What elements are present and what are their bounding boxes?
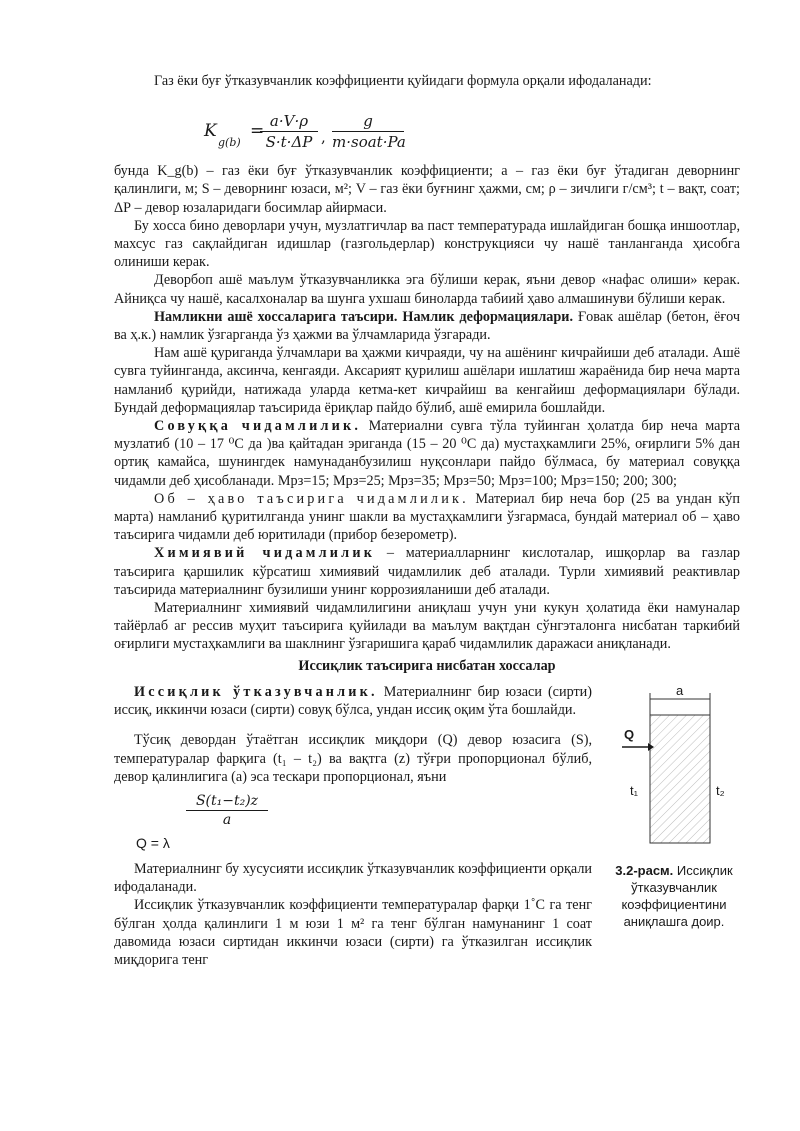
paragraph-chemical: [114, 544, 740, 599]
moisture-heading: Намликни ашё хоссаларига таъсири. Намлик деформациялари.: [154, 308, 574, 325]
formula-heat-lhs: Q = λ: [136, 834, 170, 851]
paragraph-heat-quantity: Тўсиқ девордан ўтаётган иссиқлик миқдори (Q) девор юзасига (S), температуралар фарқига (t₁ – t₂) ва вақтга (z) тўғри пропорционал бўлиб, девор қалинлигига (a) эса тескари пропорционал, яъни: [114, 732, 592, 785]
chemical-text: – материалларнинг кислоталар, ишқорлар ва газлар таъсирига қаршилик кўрсатиш химиявий чидамлилик деб аталади. Турли химиявий реактивлар таъсирида материалнинг бузилиши унинг коррозияланиши деб аталади.: [114, 545, 740, 598]
formula-comma: ,: [321, 128, 326, 147]
fraction-denominator: S·t·ΔP: [265, 133, 313, 152]
figure-caption: [608, 862, 740, 930]
paragraph-usage: Бу хосса бино деворлари учун, музлатгичлар ва паст температурада ишлайдиган бошқа иншоотлар, махсус газ сақлайдиган идишлар (газгольдерлар) конструкцияси чу нашё танланганда ҳисобга олиниши керак.: [114, 217, 740, 271]
formula-equals: =: [250, 121, 265, 142]
fraction-denominator: m·soat·Pa: [332, 133, 406, 152]
paragraph-coefficient: Материалнинг бу хусусияти иссиқлик ўтказувчанлик коэффициенти орқали ифодаланади.: [114, 860, 592, 896]
caption-number: 3.2-расм.: [615, 863, 674, 879]
formula-fraction-2: [332, 112, 404, 151]
formula-fraction-1: [260, 112, 318, 151]
label-t2: t₂: [716, 782, 725, 798]
document-page: [114, 72, 740, 969]
section-heading: Иссиқлик таъсирига нисбатан хоссалар: [298, 657, 556, 674]
frost-text: Материални сувга тўла туйинган ҳолатда бир неча марта музлатиб (10 – 17 ⁰С да )ва қайтадан эриганда (15 – 20 ⁰С да) мустаҳкамлиги 25%, оғирлиги 5% дан ортиқ камайса, шунингдек намунаданбузилиш нуқсонлари пайдо бўлмаса, бу материал совуққа чидамли деб ҳисобланади. Мрз=15; Мрз=25; Мрз=35; Мрз=50; Мрз=100; Мрз=150; 200; 300;: [114, 418, 740, 489]
label-t1: t₁: [630, 782, 638, 798]
weather-text: Материал бир неча бор (25 ва ундан кўп марта) намланиб қуритилганда унинг шакли ва мустаҳкамлиги ўзгармаса, бундай материал об – ҳаво таъсирига чидамли деб юритилади (прибор безерометр).: [114, 490, 740, 544]
thermal-heading: Иссиқлик ўтказувчанлик.: [134, 683, 378, 700]
fraction-denominator: a: [222, 812, 232, 829]
wall-heat-diagram: [608, 683, 740, 853]
formula-heat-fraction: [186, 792, 268, 829]
thermal-text-column: [114, 683, 592, 969]
paragraph-weather: [114, 490, 740, 545]
paragraph-moisture: [114, 308, 740, 344]
chemical-heading: Химиявий чидамлилик: [154, 545, 376, 562]
frost-heading: Совуққа чидамлилик.: [154, 418, 362, 435]
figure-column: [608, 683, 740, 969]
moisture-text: Ғовак ашёлар (бетон, ёғоч ва ҳ.к.) намлик ўзгарганда ўз ҳажми ва ўлчамларида ўзгаради.: [114, 308, 741, 344]
label-q: Q: [624, 726, 635, 742]
paragraph-frost: [114, 417, 740, 490]
paragraph-intro: Газ ёки буғ ўтказувчанлик коэффициенти қуйидаги формула орқали ифодаланади:: [154, 73, 652, 89]
paragraph-chemical-method: Материалнинг химиявий чидамлилигини аниқлаш учун уни кукун ҳолатида ёки намуналар тайёрлаб аг рессив муҳит таъсирига қуйилади ва маълум вақтдан сўнгэталонга нисбатан таркибий оғирлиги мустаҳкамлиги ва шаклнинг ўзгаришига қараб чидамлилик даражаси аниқланади.: [114, 600, 740, 653]
label-a: a: [676, 682, 684, 698]
weather-heading: Об – ҳаво таъсирига чидамлилик.: [154, 490, 469, 507]
caption-text: Иссиқлик ўтказувчанлик коэффициентини аниқлашга доир.: [621, 863, 733, 930]
formula-lhs-subscript: g(b): [218, 136, 241, 150]
fraction-numerator: g: [332, 112, 404, 132]
thermal-text: Материалнинг бир юзаси (сирти) иссиқ, иккинчи юзаси (сирти) совуқ бўлса, ундан иссиқ оқим ўта бошлайди.: [114, 683, 592, 719]
thermal-section: [114, 683, 740, 969]
paragraph-shrinkage: Нам ашё қуриганда ўлчамлари ва ҳажми кичраяди, чу на ашёнинг кичрайиши деб аталади. Ашё сувга туйинганда, аксинча, кенгаяди. Аксарият қурилиш ашёлари ишлатиш жараёнида бир неча марта намланиб қурийди, натижада уларда кетма-кет кичрайиш ва кенгайиш деформациялари бўлади. Бундай деформациялар таъсирида ёриқлар пайдо бўлиб, ашё емирила бошлайди.: [114, 345, 740, 416]
paragraph-thermal: [114, 683, 592, 719]
formula-heat: [114, 788, 592, 860]
paragraph-breathing: Деворбоп ашё маълум ўтказувчанликка эга бўлиши керак, яъни девор «нафас олиши» керак. Айниқса чу нашё, касалхоналар ва шунга ухшаш биноларда табиий ҳаво алмашинуви бўлиши керак.: [114, 272, 740, 307]
paragraph-coefficient-def: Иссиқлик ўтказувчанлик коэффициенти температуралар фарқи 1˚С га тенг бўлган ҳолда қалинлиги 1 м юзи 1 м² га тенг бўлган намунанинг 1 соат давомида юзаси сиртидан иккинчи юзаси (сирти) га ўтказилган иссиқлик миқдорига тенг: [114, 897, 592, 968]
fraction-numerator: S(t₁−t₂)z: [186, 792, 268, 811]
paragraph-definitions: бунда K_g(b) – газ ёки буғ ўтказувчанлик коэффициенти; a – газ ёки буғ ўтадиган деворнинг қалинлиги, м; S – деворнинг юзаси, м²; V – газ ёки буғнинг ҳажми, см; ρ – зичлиги г/см³; t – вақт, соат; ΔР – девор юзаларидаги босимлар айирмаси.: [114, 163, 740, 216]
formula-lhs: K: [204, 121, 217, 142]
formula-gas-permeability: [114, 90, 740, 162]
fraction-numerator: a·V·ρ: [260, 112, 318, 132]
wall-rect: [650, 715, 710, 843]
